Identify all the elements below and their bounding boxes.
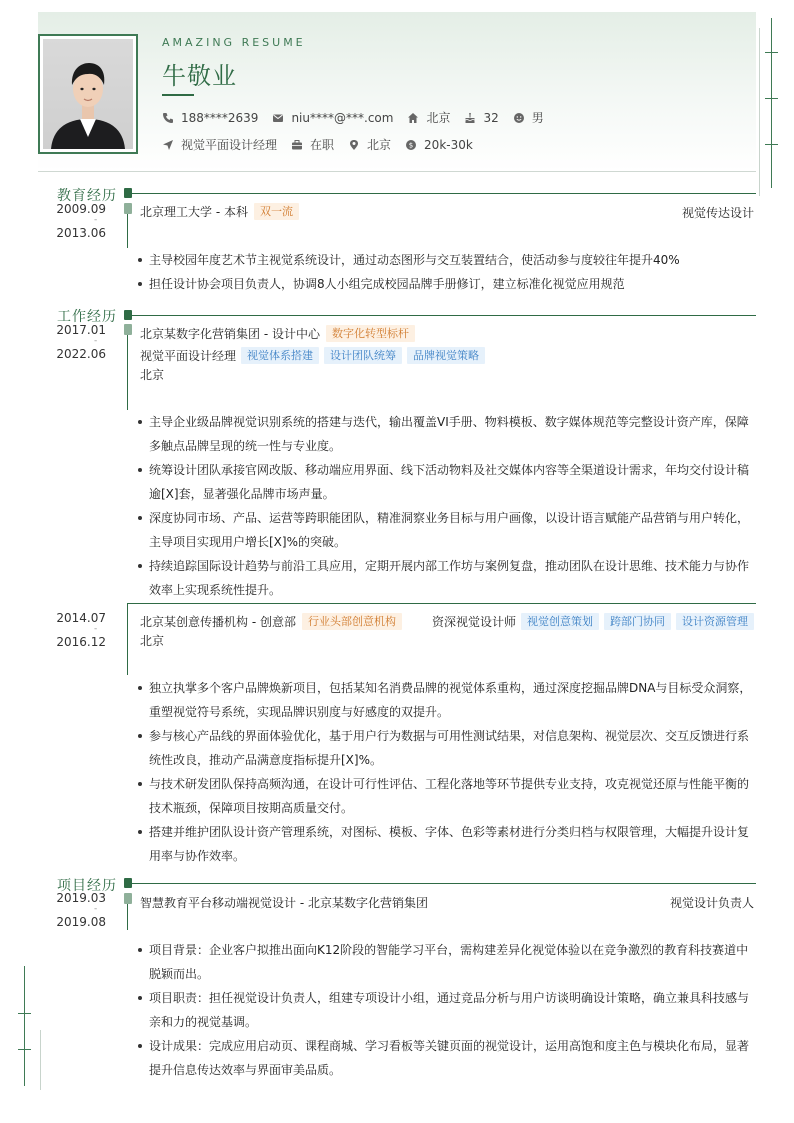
education-school: 北京理工大学 - 本科 [140, 205, 248, 219]
cake-icon [464, 112, 476, 124]
project-timeline-line [127, 904, 128, 930]
left-decoration-tick [18, 1049, 31, 1050]
home-text: 北京 [426, 111, 451, 125]
job2-bullet-list [136, 676, 756, 868]
list-item: 统筹设计团队承接官网改版、移动端应用界面、线下活动物料及社交媒体内容等全渠道设计需求，年均交付设计稿逾[X]套，显著强化品牌市场声量。 [136, 458, 756, 506]
email-icon [272, 112, 284, 124]
smile-icon [513, 112, 525, 124]
target-position-text: 视觉平面设计经理 [181, 138, 278, 152]
job2-start-date: 2014.07 [56, 611, 106, 625]
list-item: 主导校园年度艺术节主视觉系统设计，通过动态图形与交互装置结合，使活动参与度较往年提升40% [136, 248, 756, 272]
list-item: 参与核心产品线的界面体验优化，基于用户行为数据与可用性测试结果，对信息架构、视觉层次、交互反馈进行系统性改良，推动产品满意度指标提升[X]%。 [136, 724, 756, 772]
job1-city: 北京 [140, 368, 165, 382]
project-section-title: 项目经历 [57, 878, 117, 894]
list-item: 担任设计协会项目负责人，协调8人小组完成校园品牌手册修订，建立标准化视觉应用规范 [136, 272, 756, 296]
contact-info-row [162, 109, 558, 126]
job1-bullet-list [136, 410, 756, 602]
work-section-line [128, 315, 756, 316]
resume-brand-label: AMAZING RESUME [162, 36, 306, 49]
target-city-text: 北京 [367, 138, 392, 152]
salary-text: 20k-30k [424, 137, 473, 152]
project-entry-marker [124, 893, 132, 904]
status-text: 在职 [310, 138, 335, 152]
job1-company-row [140, 325, 415, 342]
phone-item [162, 111, 258, 125]
date-separator: - [94, 624, 98, 634]
list-item: 搭建并维护团队设计资产管理系统，对图标、模板、字体、色彩等素材进行分类归档与权限管理，大幅提升设计复用率与协作效率。 [136, 820, 756, 868]
location-pin-icon [348, 139, 360, 151]
job2-position-row [432, 613, 754, 630]
left-decoration-line-light [40, 1030, 41, 1090]
job1-start-date: 2017.01 [56, 323, 106, 337]
job1-end-date: 2022.06 [56, 347, 106, 361]
phone-icon [162, 112, 174, 124]
list-item: 持续追踪国际设计趋势与前沿工具应用，定期开展内部工作坊与案例复盘，推动团队在设计思维、技术能力与协作效率上实现系统性提升。 [136, 554, 756, 602]
project-name: 智慧教育平台移动端视觉设计 - 北京某数字化营销集团 [140, 896, 428, 910]
profile-photo [43, 39, 133, 149]
right-decoration-line [771, 18, 772, 188]
right-decoration-line-light [759, 28, 760, 196]
profile-photo-frame [38, 34, 138, 154]
gender-text: 男 [531, 111, 544, 125]
money-icon [405, 139, 417, 151]
education-major: 视觉传达设计 [681, 206, 754, 220]
home-item [407, 109, 450, 126]
project-section-line [128, 883, 756, 884]
list-item: 独立执掌多个客户品牌焕新项目，包括某知名消费品牌的视觉体系重构，通过深度挖掘品牌DNA与目标受众洞察，重塑视觉符号系统，实现品牌识别度与好感度的双提升。 [136, 676, 756, 724]
person-portrait-icon [43, 39, 133, 149]
date-separator: - [94, 904, 98, 914]
name-underline [162, 94, 194, 96]
education-bullet-list [136, 248, 756, 296]
job2-company: 北京某创意传播机构 - 创意部 [140, 615, 296, 629]
education-school-row [140, 203, 299, 220]
education-entry-marker [124, 203, 132, 214]
right-decoration-tick [765, 52, 778, 53]
right-decoration-tick [765, 98, 778, 99]
gender-item [513, 109, 544, 126]
job1-company-tag: 数字化转型标杆 [326, 325, 415, 342]
send-icon [162, 139, 174, 151]
list-item: 项目背景：企业客户拟推出面向K12阶段的智能学习平台，需构建差异化视觉体验以在竞争激烈的教育科技赛道中脱颖而出。 [136, 938, 756, 986]
job-intention-row [162, 136, 487, 153]
phone-text: 188****2639 [181, 110, 259, 125]
education-start-date: 2009.09 [56, 202, 106, 216]
job1-skill-tag: 视觉体系搭建 [241, 347, 319, 364]
job2-skill-tag: 视觉创意策划 [521, 613, 599, 630]
briefcase-icon [291, 139, 303, 151]
status-item [291, 136, 334, 153]
job2-divider-line [128, 603, 756, 604]
project-section-marker [124, 878, 132, 888]
list-item: 主导企业级品牌视觉识别系统的搭建与迭代，输出覆盖VI手册、物料模板、数字媒体规范等完整设计资产库，保障多触点品牌呈现的统一性与专业度。 [136, 410, 756, 458]
age-item [464, 111, 498, 125]
job1-skill-tag: 设计团队统筹 [324, 347, 402, 364]
job2-timeline-line [127, 603, 128, 675]
left-decoration-line [24, 966, 25, 1086]
education-section-line [128, 193, 756, 194]
project-bullet-list [136, 938, 756, 1082]
home-icon [407, 112, 419, 124]
work-entry-marker [124, 324, 132, 335]
education-section-marker [124, 188, 132, 198]
job2-company-tag: 行业头部创意机构 [302, 613, 402, 630]
job1-skill-tag: 品牌视觉策略 [407, 347, 485, 364]
age-text: 32 [483, 110, 499, 125]
project-role: 视觉设计负责人 [669, 896, 754, 910]
education-section-title: 教育经历 [57, 188, 117, 204]
target-position-item [162, 136, 277, 153]
date-separator: - [94, 336, 98, 346]
education-timeline-line [127, 214, 128, 248]
left-decoration-tick [18, 1013, 31, 1014]
date-separator: - [94, 215, 98, 225]
job2-company-row [140, 613, 402, 630]
list-item: 与技术研发团队保持高频沟通，在设计可行性评估、工程化落地等环节提供专业支持，攻克视觉还原与性能平衡的技术瓶颈，保障项目按期高质量交付。 [136, 772, 756, 820]
right-decoration-tick [765, 144, 778, 145]
project-end-date: 2019.08 [56, 915, 106, 929]
candidate-name: 牛敬业 [162, 62, 237, 90]
work-section-marker [124, 310, 132, 320]
target-city-item [348, 136, 391, 153]
education-end-date: 2013.06 [56, 226, 106, 240]
salary-item [405, 138, 473, 152]
job2-skill-tag: 设计资源管理 [676, 613, 754, 630]
work-timeline-line [127, 335, 128, 410]
job2-end-date: 2016.12 [56, 635, 106, 649]
job2-city: 北京 [140, 634, 165, 648]
job1-position-row [140, 347, 485, 364]
project-start-date: 2019.03 [56, 891, 106, 905]
email-text: niu****@***.com [291, 110, 394, 125]
list-item: 设计成果：完成应用启动页、课程商城、学习看板等关键页面的视觉设计，运用高饱和度主色与模块化布局，显著提升信息传达效率与界面审美品质。 [136, 1034, 756, 1082]
svg-text:$: $ [408, 141, 414, 150]
job1-position: 视觉平面设计经理 [140, 349, 237, 363]
job1-company: 北京某数字化营销集团 - 设计中心 [140, 327, 320, 341]
list-item: 深度协同市场、产品、运营等跨职能团队，精准洞察业务目标与用户画像，以设计语言赋能产品营销与用户转化，主导项目实现用户增长[X]%的突破。 [136, 506, 756, 554]
email-item [272, 111, 393, 125]
work-section-title: 工作经历 [57, 309, 117, 325]
job2-position: 资深视觉设计师 [431, 615, 516, 629]
resume-header [38, 12, 756, 172]
job2-skill-tag: 跨部门协同 [604, 613, 671, 630]
education-school-tag: 双一流 [254, 203, 299, 220]
list-item: 项目职责：担任视觉设计负责人，组建专项设计小组，通过竞品分析与用户访谈明确设计策略，确立兼具科技感与亲和力的视觉基调。 [136, 986, 756, 1034]
